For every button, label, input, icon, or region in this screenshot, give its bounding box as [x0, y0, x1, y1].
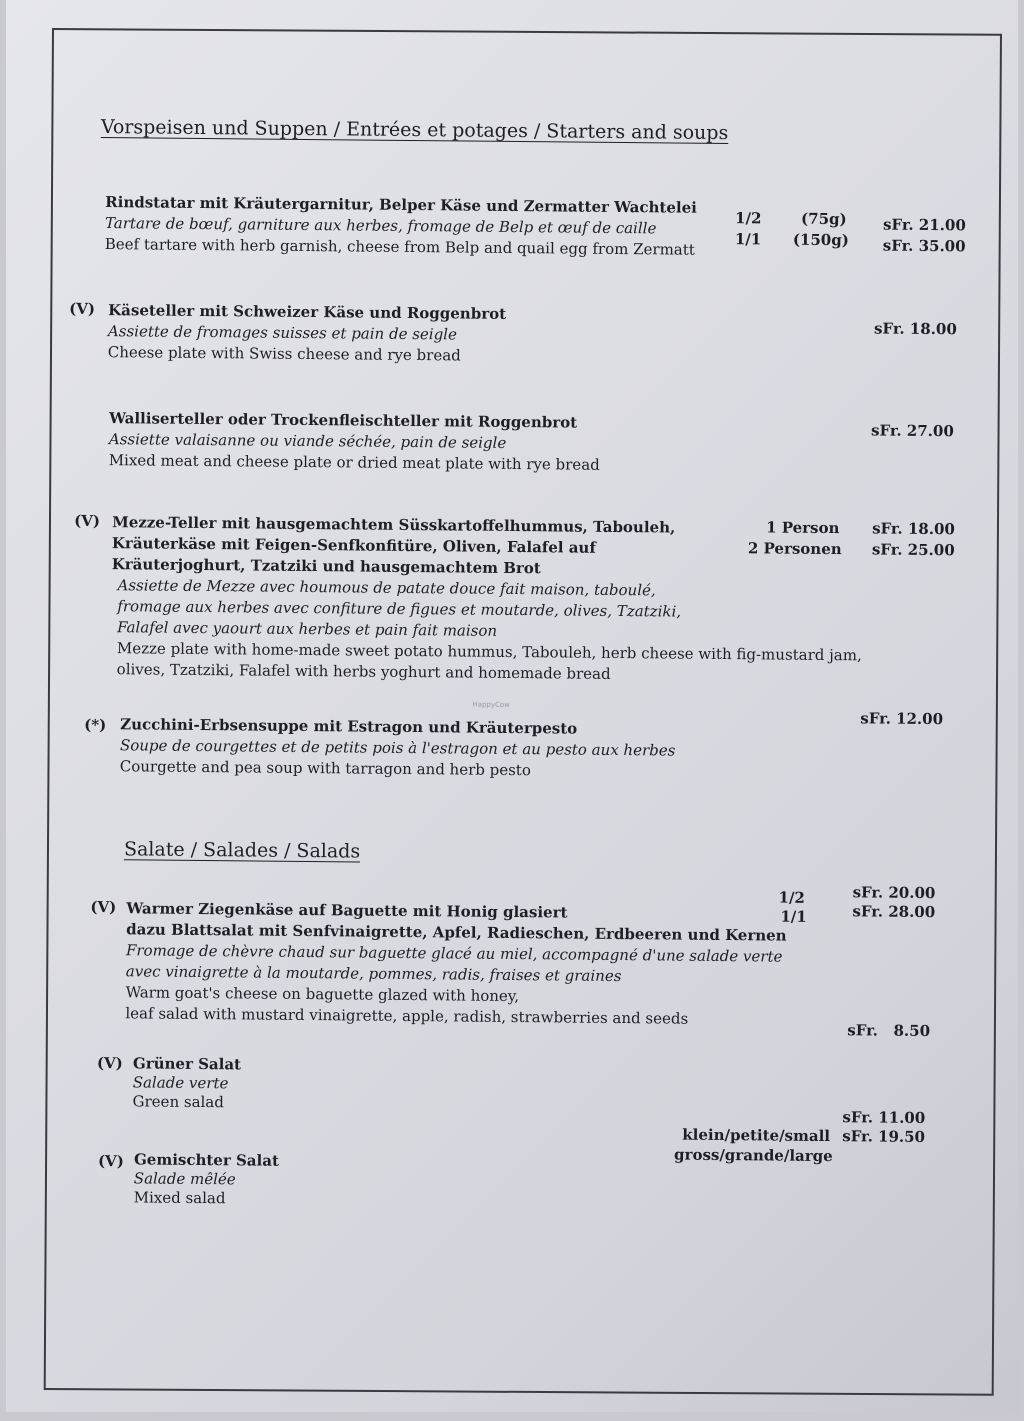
starters-heading: Vorspeisen und Suppen / Entrées et potages / Starters and soups [100, 116, 729, 145]
mezze-price-2: sFr. 25.00 [871, 540, 955, 560]
mezze-name-de-1: Mezze-Teller mit hausgemachtem Süsskartoffelhummus, Tabouleh, [112, 513, 676, 537]
cheese-plate-name-fr: Assiette de fromages suisses et pain de seigle [107, 322, 457, 344]
cheese-plate-name-en: Cheese plate with Swiss cheese and rye bread [107, 343, 461, 365]
tartare-price-full: sFr. 35.00 [882, 236, 966, 256]
tartare-name-fr: Tartare de bœuf, garniture aux herbes, fromage de Belp et œuf de caille [104, 214, 657, 238]
goat-cheese-vegetarian-mark: (V) [90, 897, 117, 917]
green-salad-name-fr: Salade verte [132, 1073, 229, 1093]
valais-plate-name-fr: Assiette valaisanne ou viande séchée, pain de seigle [108, 430, 507, 452]
goat-cheese-price-full: sFr. 28.00 [852, 902, 936, 922]
soup-name-fr: Soupe de courgettes et de petits pois à l'estragon et au pesto aux herbes [119, 736, 676, 760]
salads-heading: Salate / Salades / Salads [123, 838, 361, 863]
valais-plate-price: sFr. 27.00 [870, 421, 954, 441]
green-salad-name-de: Grüner Salat [132, 1054, 242, 1074]
green-salad-price: sFr. 8.50 [847, 1021, 931, 1041]
tartare-name-en: Beef tartare with herb garnish, cheese from Belp and quail egg from Zermatt [104, 235, 695, 259]
green-salad-item [132, 1054, 241, 1112]
green-salad-name-en: Green salad [132, 1092, 224, 1112]
mezze-name-en-2: olives, Tzatziki, Falafel with herbs yoghurt and homemade bread [116, 660, 611, 683]
mixed-salad-size-large: gross/grande/large [674, 1145, 833, 1166]
valais-plate-name-en: Mixed meat and cheese plate or dried meat plate with rye bread [108, 451, 600, 474]
mixed-salad-name-de: Gemischter Salat [133, 1150, 280, 1170]
soup-item [120, 714, 676, 782]
goat-cheese-name-de-2: dazu Blattsalat mit Senfvinaigrette, Apfel, Radieschen, Erdbeeren und Kernen [126, 920, 787, 945]
mezze-name-de-3: Kräuterjoghurt, Tzatziki und hausgemachtem Brot [111, 555, 541, 578]
mezze-name-fr-3: Falafel avec yaourt aux herbes et pain fait maison [117, 618, 498, 640]
green-salad-vegetarian-mark: (V) [96, 1054, 123, 1073]
mezze-price-1: sFr. 18.00 [872, 519, 955, 539]
mixed-salad-item [134, 1150, 279, 1208]
soup-name-en: Courgette and pea soup with tarragon and herb pesto [119, 757, 532, 780]
goat-cheese-price-half: sFr. 20.00 [852, 883, 936, 903]
soup-price: sFr. 12.00 [860, 709, 944, 729]
mixed-salad-name-en: Mixed salad [133, 1188, 226, 1208]
mezze-name-fr-2: fromage aux herbes avec confiture de figues et moutarde, olives, Tzatziki, [117, 597, 682, 621]
happycow-watermark: HappyCow [472, 700, 510, 709]
tartare-weight-half: (75g) [800, 209, 847, 229]
mezze-name-de-2: Kräuterkäse mit Feigen-Senfkonfitüre, Oliven, Falafel auf [111, 534, 596, 557]
valais-plate-name-de: Walliserteller oder Trockenfleischteller mit Roggenbrot [109, 409, 578, 432]
goat-cheese-name-de-1: Warmer Ziegenkäse auf Baguette mit Honig glasiert [126, 899, 568, 922]
goat-cheese-name-fr-2: avec vinaigrette à la moutarde, pommes, radis, fraises et graines [125, 962, 622, 986]
mixed-salad-price-large: sFr. 19.50 [842, 1127, 926, 1146]
tartare-item [105, 192, 697, 261]
tartare-price-half: sFr. 21.00 [882, 215, 966, 235]
goat-cheese-name-fr-1: Fromage de chèvre chaud sur baguette glacé au miel, accompagné d'une salade verte [125, 941, 783, 966]
mezze-vegetarian-mark: (V) [74, 511, 101, 531]
mixed-salad-size-small: klein/petite/small [682, 1125, 831, 1146]
tartare-weight-full: (150g) [792, 230, 849, 250]
goat-cheese-portion-full: 1/1 [780, 907, 807, 926]
goat-cheese-item [125, 898, 787, 1030]
mixed-salad-price-small: sFr. 11.00 [842, 1108, 926, 1127]
soup-mark: (*) [84, 715, 107, 735]
cheese-plate-item [108, 300, 507, 367]
mezze-name-fr-1: Assiette de Mezze avec houmous de patate douce fait maison, taboulé, [117, 576, 656, 600]
mixed-salad-name-fr: Salade mêlée [133, 1169, 236, 1189]
mezze-option-2: 2 Personen [747, 539, 842, 559]
mezze-name-en-1: Mezze plate with home-made sweet potato hummus, Tabouleh, herb cheese with fig-mustard jam, [116, 639, 862, 665]
tartare-name-de: Rindstatar mit Kräutergarnitur, Belper Käse und Zermatter Wachtelei [105, 193, 697, 217]
cheese-plate-price: sFr. 18.00 [873, 319, 957, 339]
goat-cheese-name-en-1: Warm goat's cheese on baguette glazed with honey, [125, 983, 520, 1006]
tartare-portion-full: 1/1 [734, 230, 762, 249]
mixed-salad-vegetarian-mark: (V) [97, 1152, 124, 1171]
goat-cheese-name-en-2: leaf salad with mustard vinaigrette, apple, radish, strawberries and seeds [125, 1004, 689, 1028]
soup-name-de: Zucchini-Erbsensuppe mit Estragon und Kräuterpesto [120, 715, 578, 738]
mezze-option-1: 1 Person [766, 518, 840, 538]
cheese-plate-vegetarian-mark: (V) [69, 299, 96, 318]
valais-plate-item [109, 408, 601, 476]
cheese-plate-name-de: Käseteller mit Schweizer Käse und Roggenbrot [108, 301, 507, 323]
goat-cheese-portion-half: 1/2 [778, 888, 806, 907]
tartare-portion-half: 1/2 [735, 209, 762, 228]
